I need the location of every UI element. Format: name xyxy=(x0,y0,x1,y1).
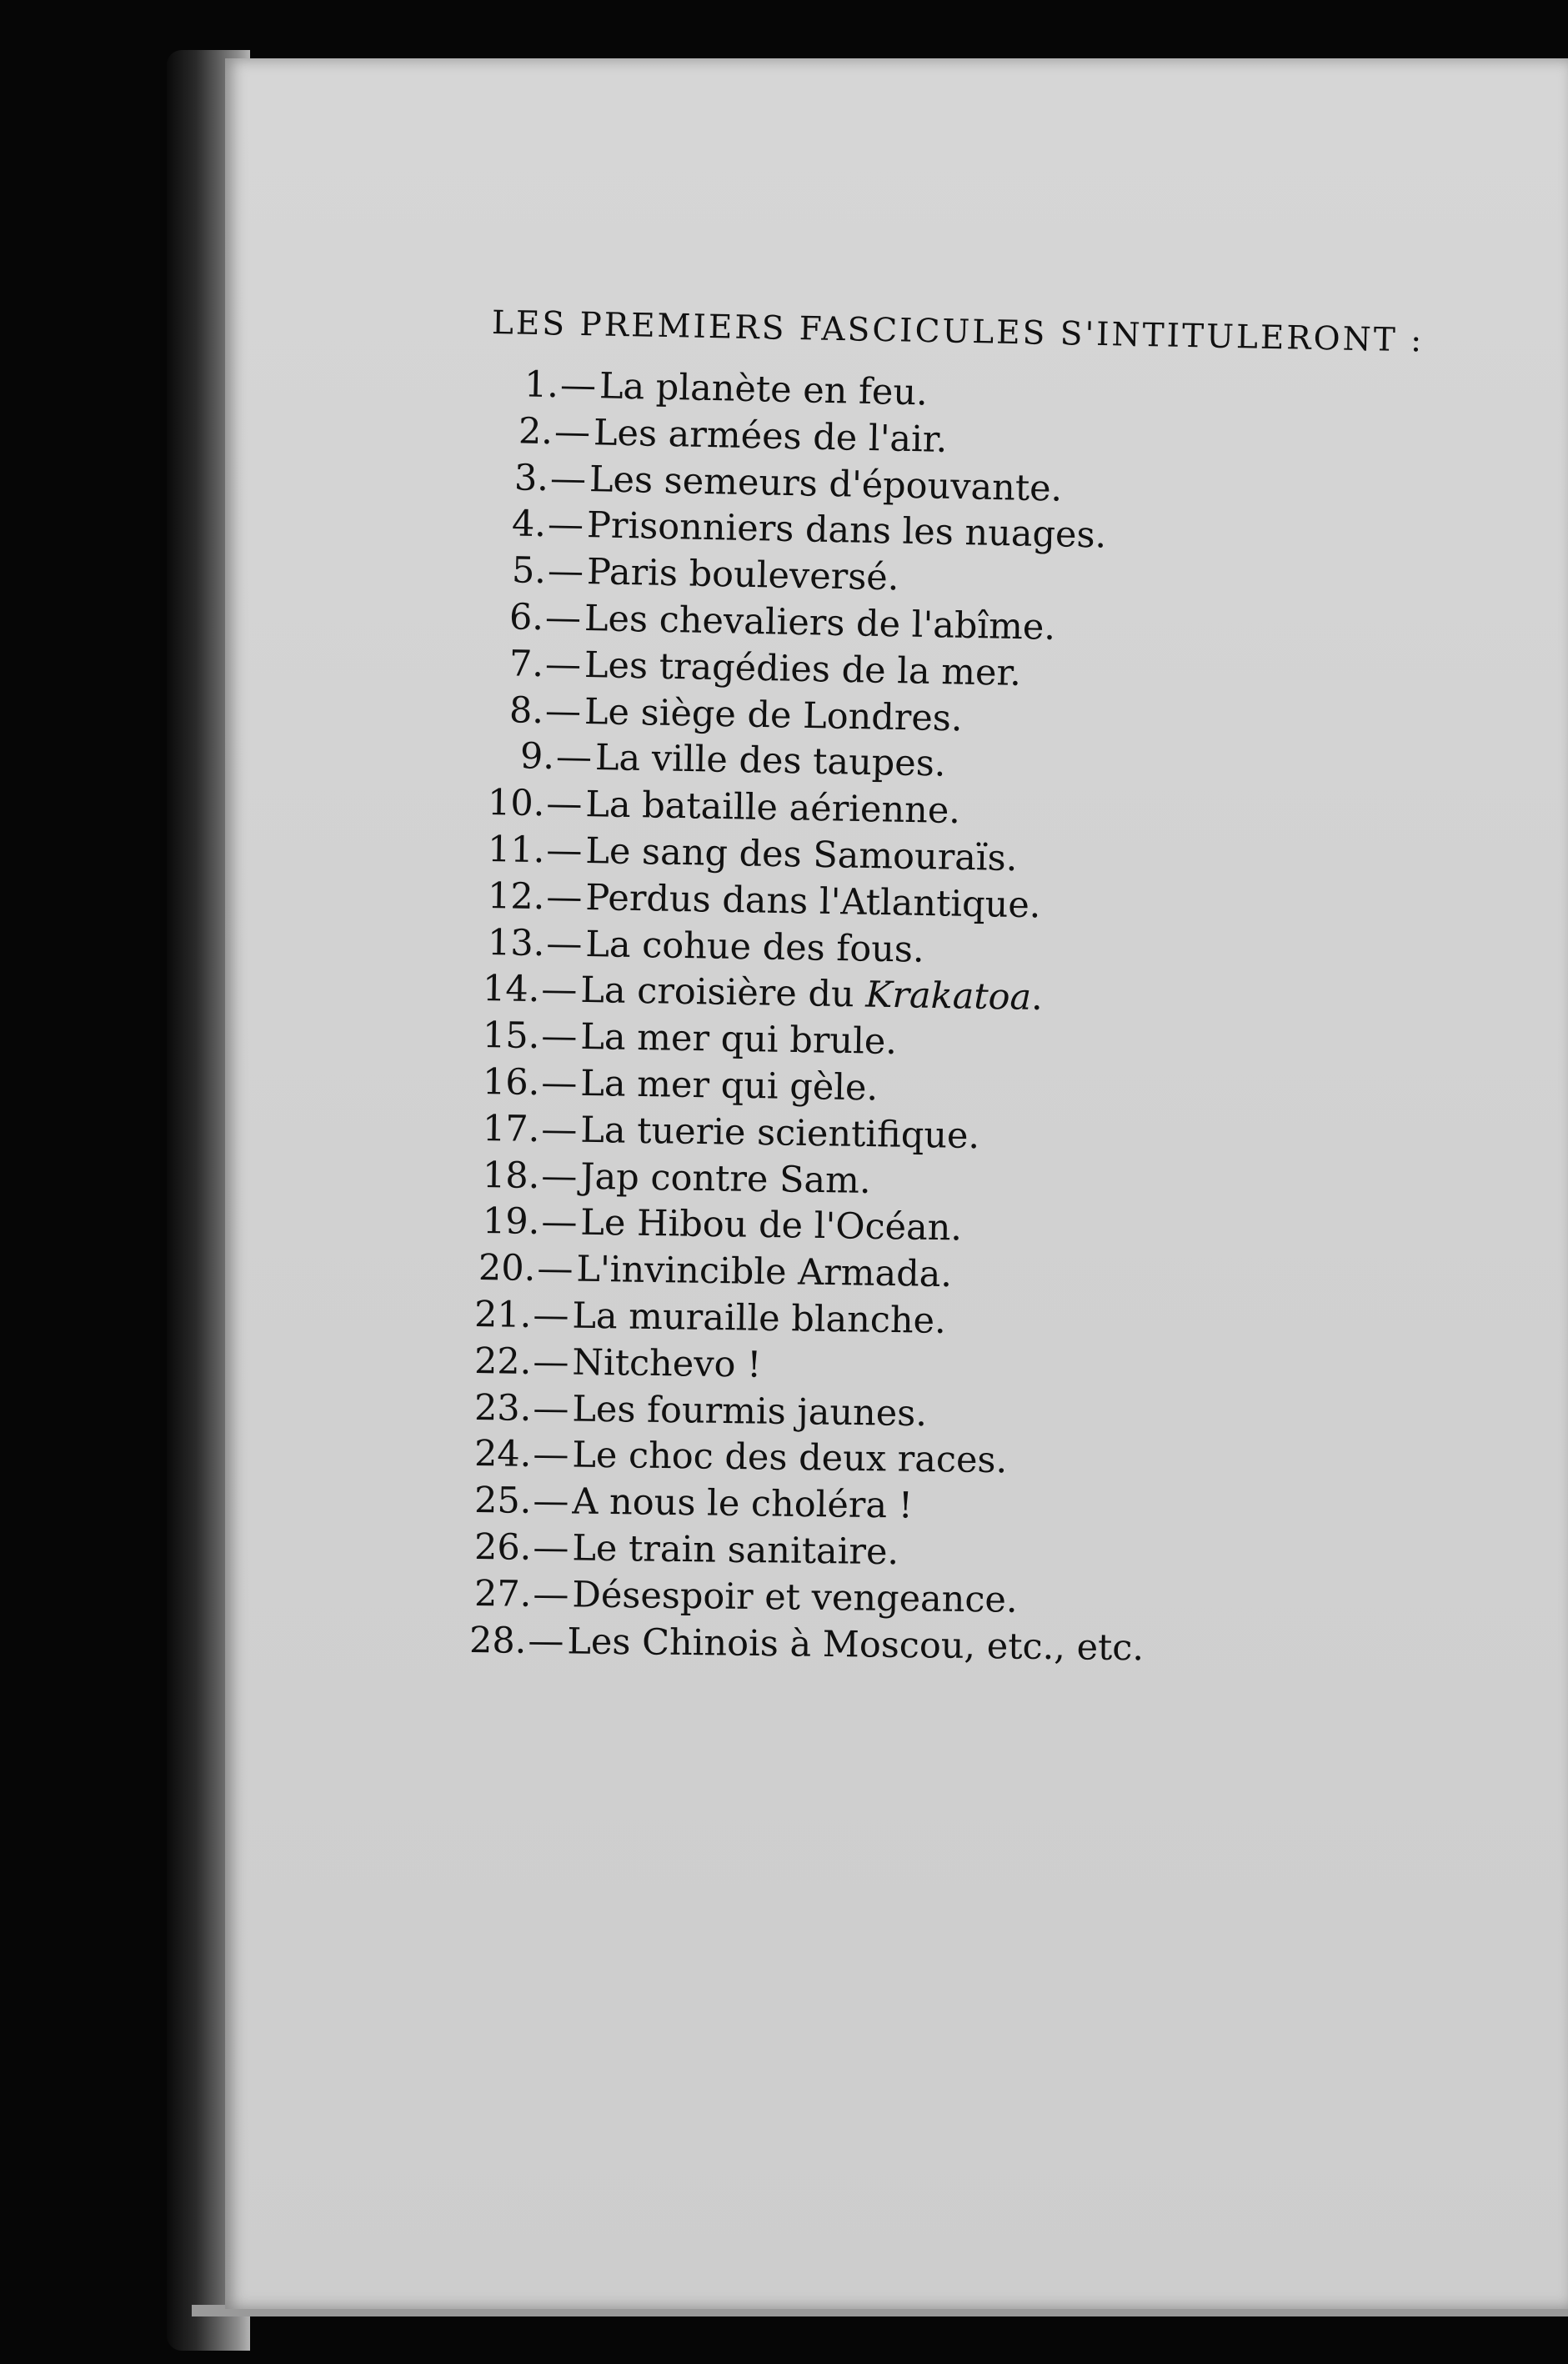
item-title: Les chevaliers de l'abîme. xyxy=(584,598,1056,649)
item-dash: — xyxy=(547,550,584,594)
item-number: 1. xyxy=(524,363,559,407)
item-dash: — xyxy=(537,1248,574,1290)
item-dash: — xyxy=(547,503,584,547)
item-title: La tuerie scientifique. xyxy=(580,1109,980,1157)
item-number: 28. xyxy=(468,1619,527,1662)
item-dash: — xyxy=(541,1154,578,1198)
item-title: La croisière du xyxy=(579,969,866,1016)
item-title: La mer qui gèle. xyxy=(579,1062,879,1109)
item-title: Prisonniers dans les nuages. xyxy=(586,504,1107,557)
item-number: 25. xyxy=(473,1480,532,1522)
list-heading: LES PREMIERS FASCICULES S'INTITULERONT : xyxy=(491,304,1425,360)
item-number: 19. xyxy=(482,1200,540,1244)
item-dash: — xyxy=(544,643,582,686)
item-number: 2. xyxy=(518,410,554,453)
item-number: 13. xyxy=(487,921,545,964)
item-dash: — xyxy=(533,1294,569,1337)
item-dash: — xyxy=(541,1108,578,1151)
item-number: 9. xyxy=(519,735,555,779)
item-title: L'invincible Armada. xyxy=(576,1248,953,1296)
item-number: 11. xyxy=(487,828,545,872)
item-number: 10. xyxy=(487,782,545,825)
item-number: 27. xyxy=(473,1572,532,1615)
item-number: 20. xyxy=(478,1247,536,1290)
item-dash: — xyxy=(533,1340,569,1384)
item-number: 5. xyxy=(511,549,547,593)
item-dash: — xyxy=(540,969,578,1012)
item-title: Les tragédies de la mer. xyxy=(584,644,1022,694)
item-title-italic: Krakatoa xyxy=(864,974,1032,1019)
item-number: 7. xyxy=(508,643,544,685)
item-dash: — xyxy=(541,1062,578,1104)
item-number: 21. xyxy=(473,1293,532,1336)
fascicle-list xyxy=(467,362,1400,1669)
item-number: 16. xyxy=(482,1060,540,1104)
item-title: Le Hibou de l'Océan. xyxy=(580,1202,963,1250)
item-number: 26. xyxy=(473,1525,532,1569)
item-title: Désespoir et vengeance. xyxy=(572,1574,1018,1621)
item-title: Les fourmis jaunes. xyxy=(572,1388,928,1435)
item-dash: — xyxy=(559,364,597,408)
item-dash: — xyxy=(528,1620,564,1662)
item-number: 12. xyxy=(487,874,545,918)
item-dash: — xyxy=(533,1526,569,1570)
item-dash: — xyxy=(533,1387,569,1430)
item-dash: — xyxy=(545,875,583,919)
item-dash: — xyxy=(544,689,582,733)
item-number: 6. xyxy=(508,596,544,639)
item-dash: — xyxy=(554,411,591,453)
item-number: 24. xyxy=(473,1433,532,1476)
page-content xyxy=(467,300,1425,1669)
item-dash: — xyxy=(541,1201,578,1245)
item-title: Les Chinois à Moscou, etc., etc. xyxy=(567,1620,1145,1669)
item-title: Le train sanitaire. xyxy=(572,1527,899,1574)
item-dash: — xyxy=(544,597,582,639)
item-title: La mer qui brule. xyxy=(579,1016,898,1064)
item-title: A nous le choléra ! xyxy=(572,1480,914,1527)
item-title: La ville des taupes. xyxy=(594,737,946,785)
item-number: 14. xyxy=(482,968,540,1011)
item-title: Jap contre Sam. xyxy=(580,1155,871,1202)
item-dash: — xyxy=(545,922,583,965)
item-title: Les armées de l'air. xyxy=(593,412,948,461)
item-dash: — xyxy=(555,736,593,779)
item-number: 23. xyxy=(473,1386,532,1430)
item-number: 18. xyxy=(482,1154,540,1197)
item-title: Le sang des Samouraïs. xyxy=(584,830,1018,880)
item-title-end: . xyxy=(1030,977,1044,1019)
item-title: Les semeurs d'épouvante. xyxy=(589,458,1063,510)
item-title: La bataille aérienne. xyxy=(584,784,961,833)
item-number: 15. xyxy=(482,1014,540,1058)
item-dash: — xyxy=(533,1480,569,1523)
item-title: Paris bouleversé. xyxy=(586,551,899,599)
item-number: 17. xyxy=(482,1107,540,1150)
item-dash: — xyxy=(549,457,587,500)
item-title: Le siège de Londres. xyxy=(584,690,964,739)
item-title: Nitchevo ! xyxy=(572,1341,762,1386)
item-title: La planète en feu. xyxy=(599,365,929,414)
item-number: 8. xyxy=(508,689,544,732)
item-title: La cohue des fous. xyxy=(584,923,925,971)
item-title: La muraille blanche. xyxy=(572,1295,947,1342)
item-number: 22. xyxy=(473,1340,532,1383)
item-number: 3. xyxy=(513,456,549,499)
item-number: 4. xyxy=(511,503,547,546)
item-dash: — xyxy=(533,1573,569,1616)
item-dash: — xyxy=(540,1015,578,1058)
item-dash: — xyxy=(545,829,583,872)
item-title: Le choc des deux races. xyxy=(572,1434,1008,1482)
item-dash: — xyxy=(545,783,583,826)
item-title: Perdus dans l'Atlantique. xyxy=(584,876,1041,927)
item-dash: — xyxy=(533,1434,569,1476)
